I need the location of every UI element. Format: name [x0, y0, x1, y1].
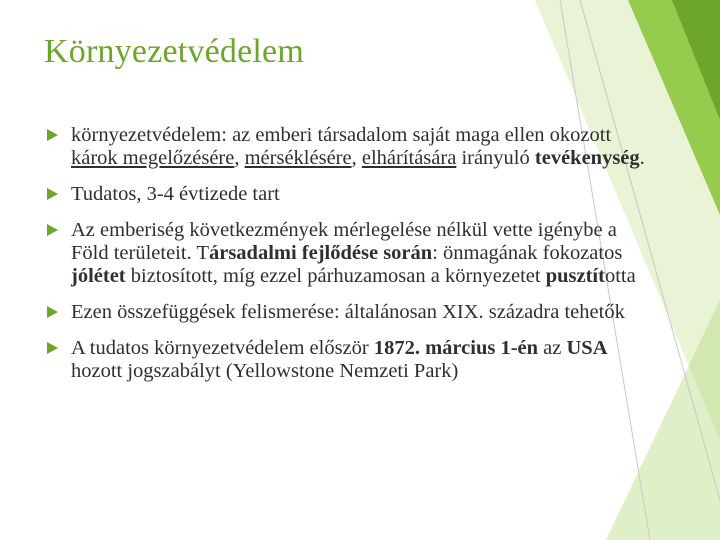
bullet-list — [44, 124, 654, 396]
bullet-item — [44, 124, 654, 170]
text-segment: , — [351, 147, 362, 169]
triangle-right-icon — [47, 129, 58, 141]
text-segment: hozott jogszabályt (Yellowstone Nemzeti Park) — [71, 360, 459, 382]
text-segment: irányuló — [456, 147, 535, 169]
bullet-item — [44, 183, 654, 206]
text-segment: elhárítására — [361, 147, 457, 169]
bullet-text — [71, 337, 608, 382]
text-segment: Ezen összefüggések felismerése: általánosan XIX. századra tehetők — [71, 301, 625, 323]
triangle-right-icon — [47, 224, 58, 236]
bullet-text — [71, 219, 636, 287]
text-segment: pusztít — [545, 265, 605, 287]
text-segment: az — [538, 337, 567, 359]
slide-title: Környezetvédelem — [44, 33, 304, 70]
text-segment: A tudatos környezetvédelem először — [71, 337, 374, 359]
text-segment: USA — [566, 337, 608, 359]
text-segment: károk megelőzésére — [71, 147, 235, 169]
bullet-item — [44, 337, 654, 383]
text-segment: ársadalmi fejlődése során — [208, 242, 433, 264]
text-segment: 1872. március 1-én — [373, 337, 539, 359]
text-segment: Az emberiség következmények mérlegelése nélkül vette igénybe a Föld területeit. T — [71, 219, 617, 264]
bullet-text — [71, 124, 645, 169]
text-segment: mérséklésére — [244, 147, 352, 169]
text-segment: biztosított, míg ezzel párhuzamosan a környezetet — [125, 265, 546, 287]
bullet-text — [71, 183, 280, 205]
text-segment: , — [234, 147, 245, 169]
text-segment: Tudatos, 3-4 évtizede tart — [71, 183, 280, 205]
bullet-item — [44, 219, 654, 288]
text-segment: jólétet — [71, 265, 126, 287]
text-segment: környezetvédelem: az emberi társadalom saját maga ellen okozott — [71, 124, 612, 146]
text-segment: tevékenység — [534, 147, 640, 169]
triangle-right-icon — [47, 342, 58, 354]
triangle-right-icon — [47, 188, 58, 200]
text-segment: . — [639, 147, 645, 169]
triangle-right-icon — [47, 306, 58, 318]
text-segment: : önmagának fokozatos — [432, 242, 623, 264]
bullet-item — [44, 301, 654, 324]
text-segment: otta — [604, 265, 636, 287]
bullet-text — [71, 301, 625, 323]
